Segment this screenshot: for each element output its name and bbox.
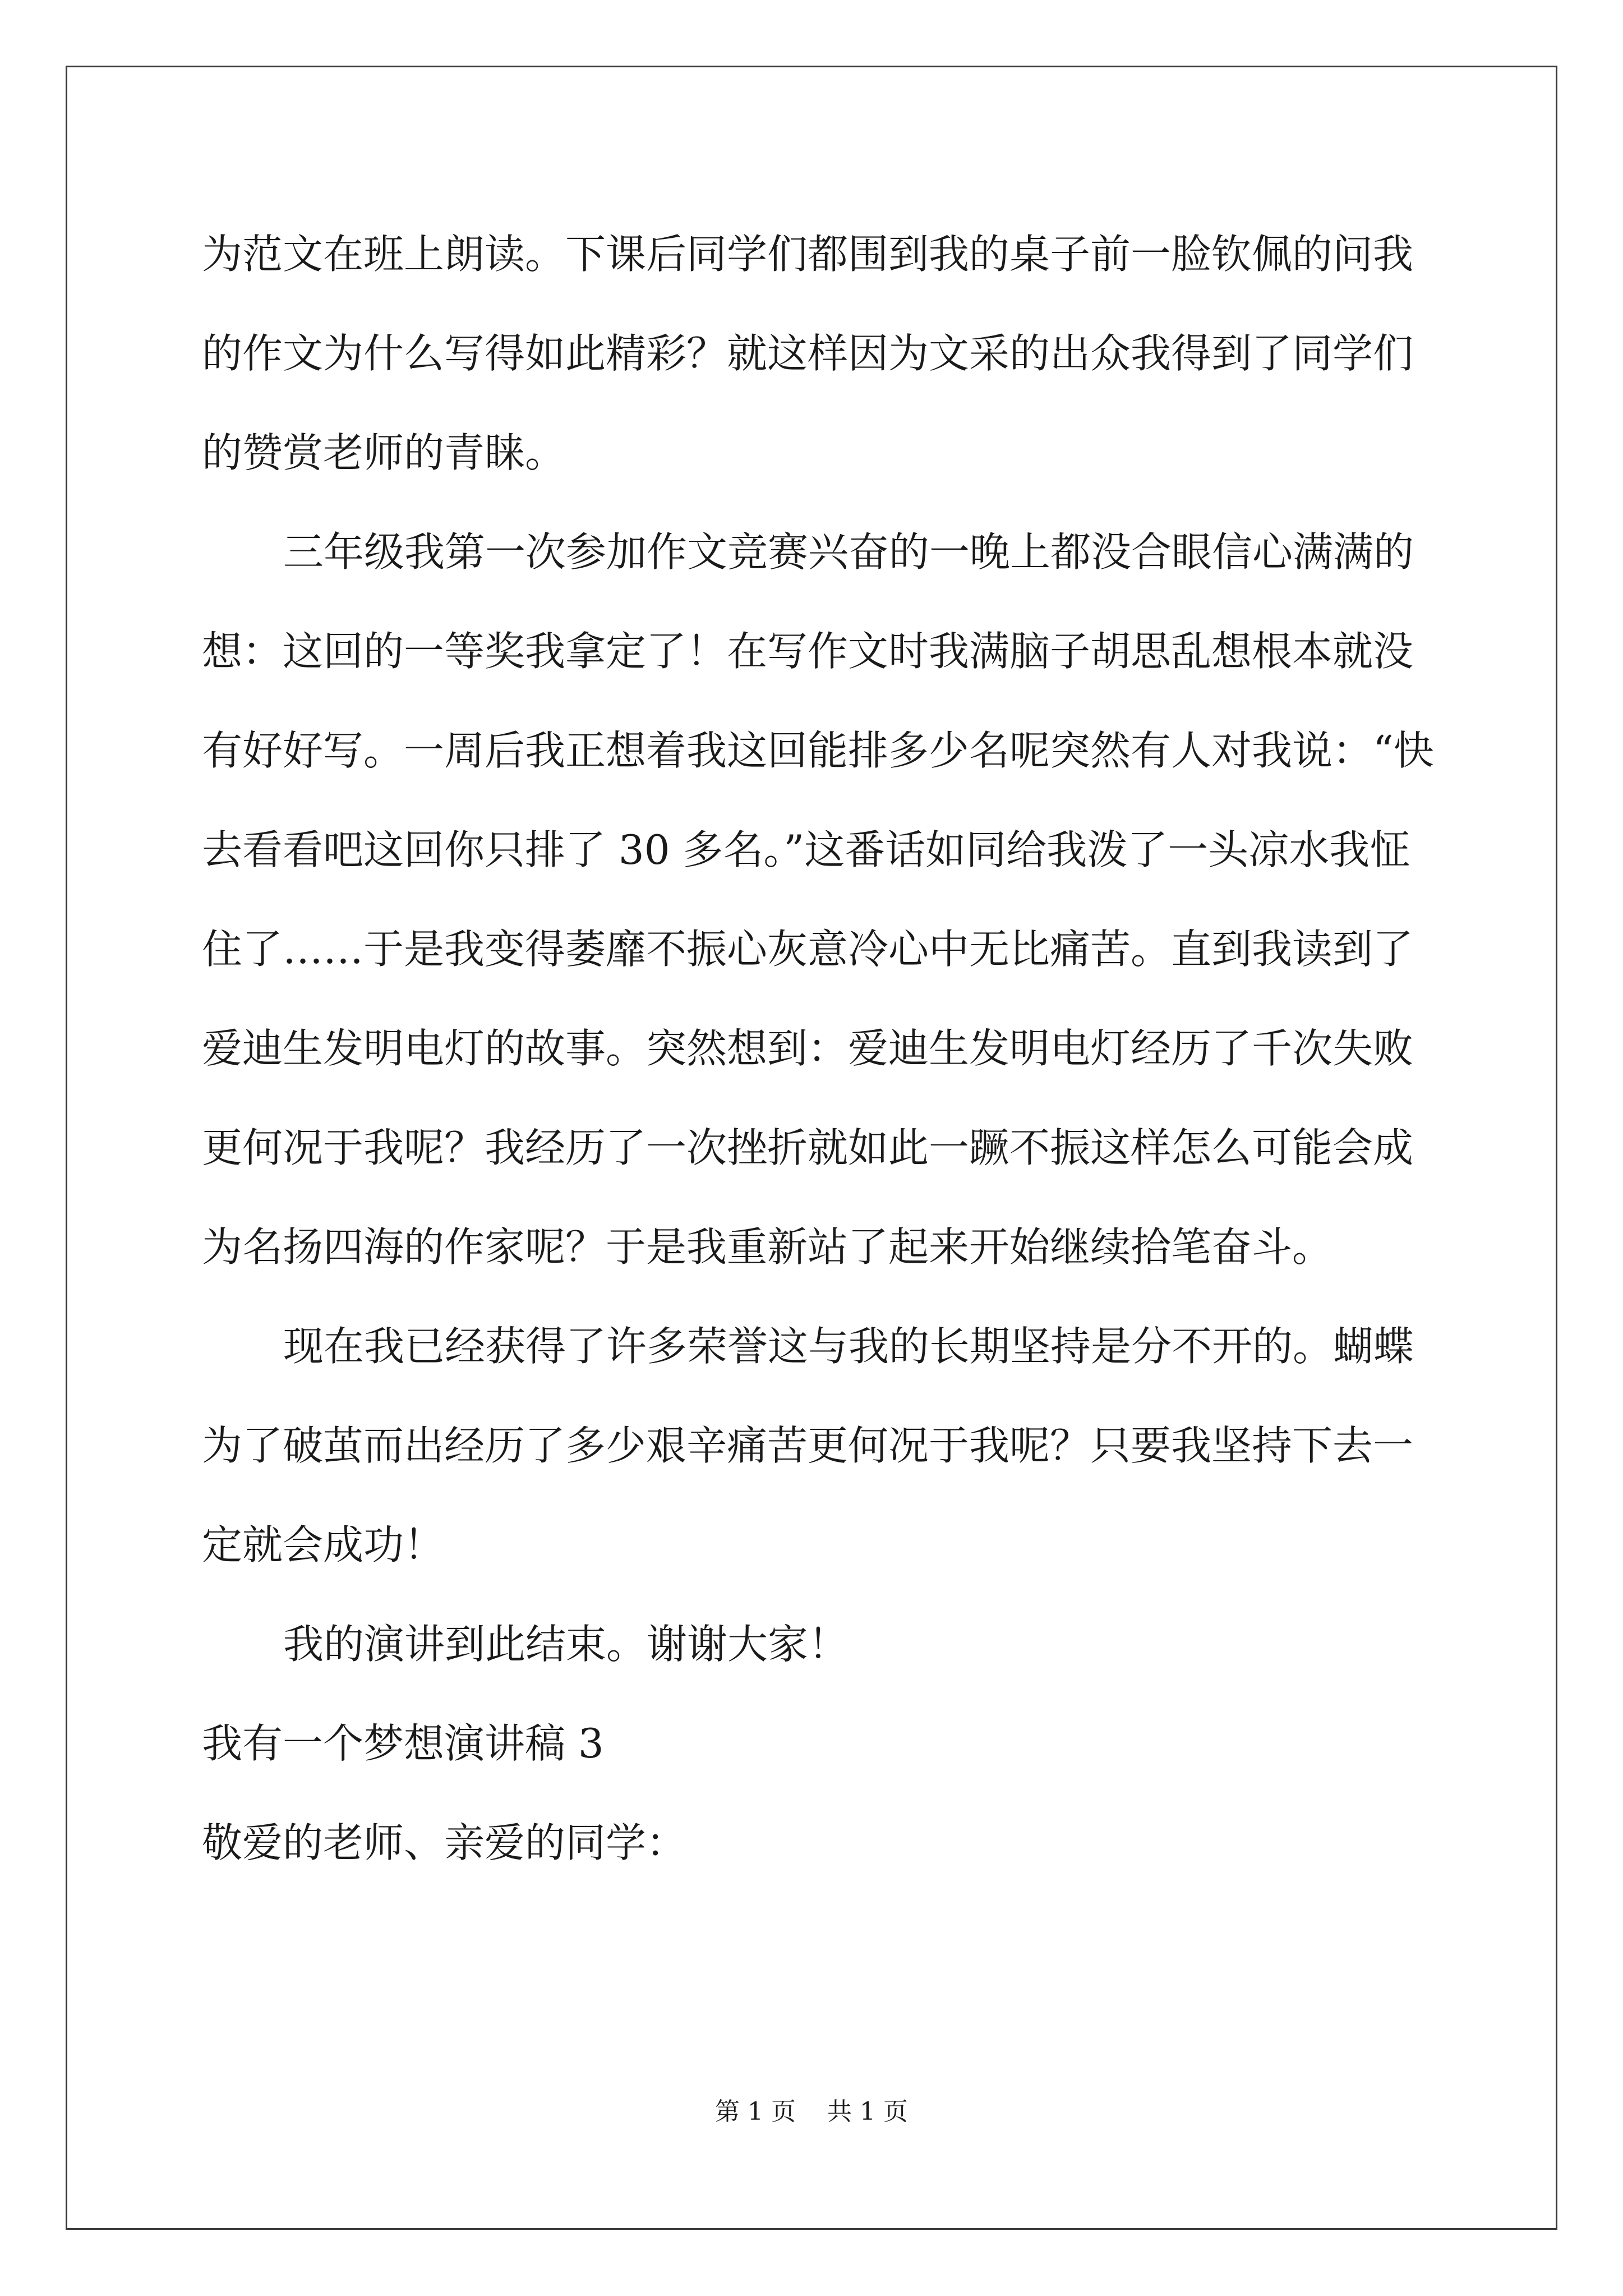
- page-number-footer: 第 1 页 共 1 页: [715, 2097, 908, 2126]
- text-line-15: 我的演讲到此结束。谢谢大家！: [283, 1621, 849, 1668]
- text-line-11: 为名扬四海的作家呢？于是我重新站了起来开始继续拾笔奋斗。: [202, 1223, 1333, 1271]
- text-line-7: 去看看吧这回你只排了 30 多名。”这番话如同给我泼了一头凉水我怔: [202, 826, 1410, 873]
- text-line-8: 住了……于是我变得萎靡不振心灰意冷心中无比痛苦。直到我读到了: [202, 926, 1414, 973]
- text-line-2: 的作文为什么写得如此精彩？就这样因为文采的出众我得到了同学们: [202, 330, 1414, 377]
- text-line-4: 三年级我第一次参加作文竞赛兴奋的一晚上都没合眼信心满满的: [283, 528, 1414, 576]
- text-line-13: 为了破茧而出经历了多少艰辛痛苦更何况于我呢？只要我坚持下去一: [202, 1422, 1414, 1469]
- text-line-9: 爱迪生发明电灯的故事。突然想到：爱迪生发明电灯经历了千次失败: [202, 1025, 1414, 1072]
- text-line-6: 有好好写。一周后我正想着我这回能排多少名呢突然有人对我说：“快: [202, 727, 1434, 774]
- text-line-1: 为范文在班上朗读。下课后同学们都围到我的桌子前一脸钦佩的问我: [202, 231, 1414, 278]
- section-heading: 我有一个梦想演讲稿 3: [202, 1720, 604, 1767]
- salutation: 敬爱的老师、亲爱的同学：: [202, 1819, 687, 1866]
- text-line-5: 想：这回的一等奖我拿定了！在写作文时我满脑子胡思乱想根本就没: [202, 628, 1414, 675]
- text-line-12: 现在我已经获得了许多荣誉这与我的长期坚持是分不开的。蝴蝶: [283, 1323, 1414, 1370]
- text-line-10: 更何况于我呢？我经历了一次挫折就如此一蹶不振这样怎么可能会成: [202, 1124, 1414, 1171]
- text-line-14: 定就会成功！: [202, 1521, 445, 1568]
- text-line-3: 的赞赏老师的青睐。: [202, 429, 566, 476]
